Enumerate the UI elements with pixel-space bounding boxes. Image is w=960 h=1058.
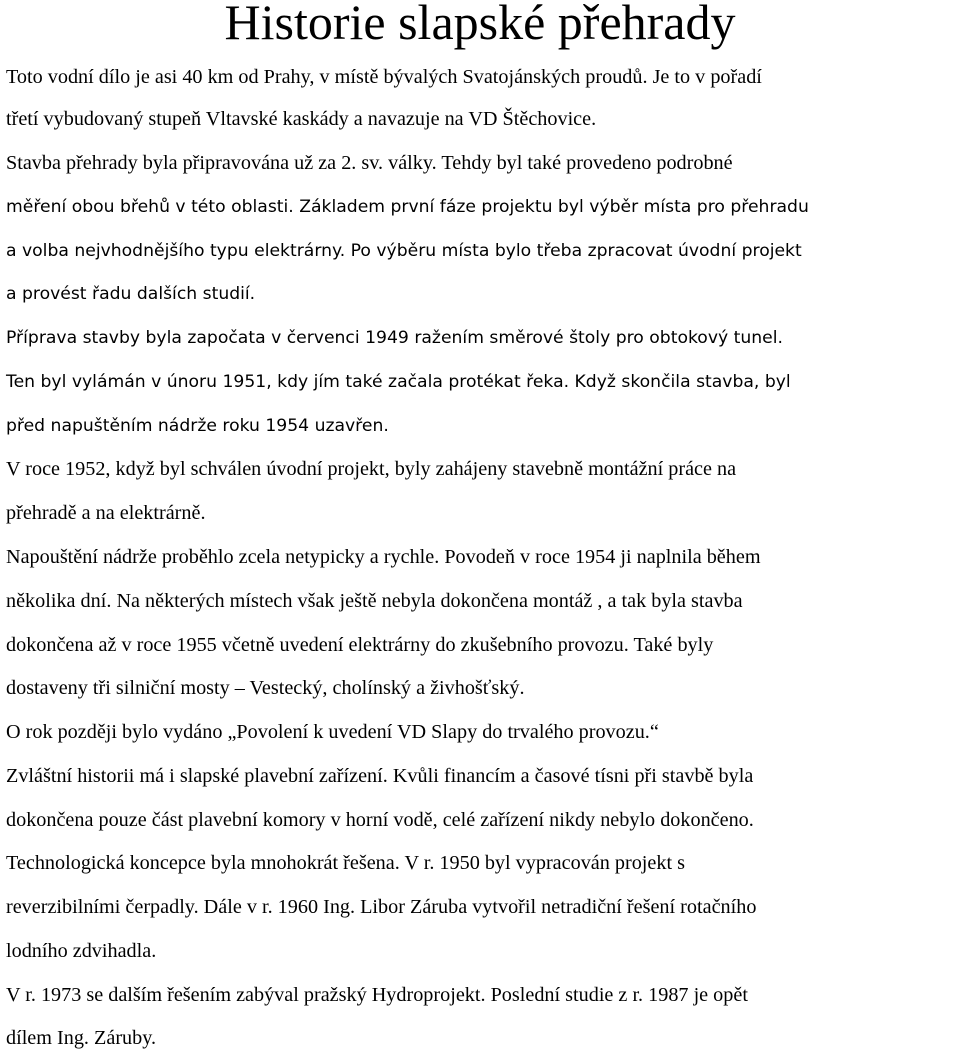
text-segment: Stavba přehrady byla připravována už za 2. sv. války. Tehdy byl také provedeno podrobné <box>6 152 733 174</box>
text-segment: dostaveny tři silniční mosty – Vestecký, cholínský a živhošťský. <box>6 677 525 699</box>
text-line <box>6 938 156 965</box>
text-segment: před napuštěním nádrže roku 1954 uzavřen. <box>6 416 389 436</box>
text-segment: několika dní. Na některých místech však ještě nebyla dokončena montáž , a tak byla stavba <box>6 590 743 612</box>
text-line <box>6 325 783 351</box>
text-line <box>6 456 736 483</box>
text-line <box>6 64 762 91</box>
text-line <box>6 106 596 133</box>
text-segment: Příprava stavby byla započata v červenci 1949 ražením směrové štoly pro obtokový tunel. <box>6 328 783 348</box>
text-segment: V roce 1952, když byl schválen úvodní projekt, byly zahájeny stavebně montážní práce na <box>6 458 737 480</box>
text-segment: O rok později bylo vydáno „Povolení k uvedení VD Slapy do trvalého provozu.“ <box>6 721 659 743</box>
text-segment: dokončena pouze část plavební komory v horní vodě, celé zařízení nikdy nebylo dokončeno. <box>6 809 754 831</box>
text-line <box>6 544 761 571</box>
text-segment: Napouštění nádrže proběhlo zcela netypicky a rychle. Povodeň v roce 1954 ji naplnila během <box>6 546 761 568</box>
text-line <box>6 369 791 395</box>
text-segment: dokončena až v roce 1955 včetně uvedení elektrárny do zkušebního provozu. Také byly <box>6 634 714 656</box>
text-line <box>6 588 743 615</box>
text-segment: V r. 1973 se dalším řešením zabýval pražský Hydroprojekt. Poslední studie z r. 1987 je opět <box>6 984 748 1006</box>
text-segment: Ten byl vylámán v únoru 1951, kdy jím také začala protékat řeka. Když skončila stavba, byl <box>6 372 791 392</box>
text-line <box>6 982 748 1009</box>
text-segment: dílem Ing. Záruby. <box>6 1027 157 1049</box>
text-line <box>6 500 206 527</box>
text-segment: Technologická koncepce byla mnohokrát řešena. V r. 1950 byl vypracován projekt s <box>6 852 685 874</box>
text-segment: měření obou břehů v této oblasti. Základem první fáze projektu byl výběr místa pro přehradu <box>6 197 809 217</box>
text-line <box>6 150 733 177</box>
text-line <box>6 238 802 264</box>
text-segment: a volba nejvhodnějšího typu elektrárny. Po výběru místa bylo třeba zpracovat úvodní projekt <box>6 241 802 261</box>
text-line <box>6 719 659 746</box>
text-line <box>6 413 389 439</box>
text-segment: reverzibilními čerpadly. Dále v r. 1960 Ing. Libor Záruba vytvořil netradiční řešení rotačního <box>6 896 757 918</box>
text-line <box>6 632 713 659</box>
text-line <box>6 675 525 702</box>
text-segment: Zvláštní historii má i slapské plavební zařízení. Kvůli financím a časové tísni při stavbě byla <box>6 765 754 787</box>
text-segment: a provést řadu dalších studií. <box>6 284 256 304</box>
text-segment: třetí vybudovaný stupeň Vltavské kaskády a navazuje na VD Štěchovice. <box>6 108 597 130</box>
text-line <box>6 807 754 834</box>
text-segment: lodního zdvihadla. <box>6 940 157 962</box>
page-title: Historie slapské přehrady <box>224 0 736 50</box>
text-line <box>6 1025 156 1052</box>
text-line <box>6 194 809 220</box>
text-line <box>6 281 255 307</box>
text-line <box>6 894 756 921</box>
text-segment: Toto vodní dílo je asi 40 km od Prahy, v místě bývalých Svatojánských proudů. Je to v pořadí <box>6 66 762 88</box>
text-line <box>6 763 753 790</box>
text-line <box>6 850 685 877</box>
text-segment: přehradě a na elektrárně. <box>6 502 206 524</box>
